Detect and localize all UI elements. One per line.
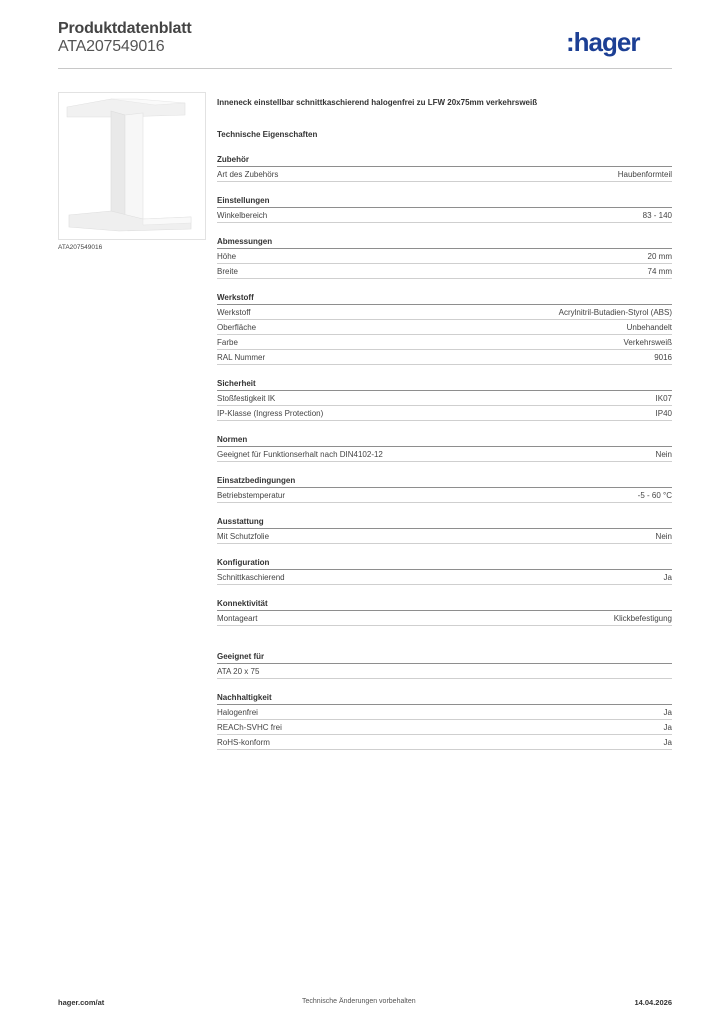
property-label: RoHS-konform (217, 738, 270, 747)
property-group (217, 692, 672, 750)
property-row (217, 489, 672, 503)
property-value: 74 mm (647, 267, 672, 276)
property-row (217, 407, 672, 421)
property-group (217, 154, 672, 182)
property-label: ATA 20 x 75 (217, 667, 260, 676)
property-value: Klickbefestigung (613, 614, 672, 623)
property-label: Farbe (217, 338, 238, 347)
property-group-title: Werkstoff (217, 292, 672, 305)
property-group (217, 292, 672, 365)
property-label: Winkelbereich (217, 211, 268, 220)
property-label: Geeignet für Funktionserhalt nach DIN4102-12 (217, 450, 383, 459)
property-row (217, 209, 672, 223)
product-details (217, 97, 672, 750)
property-group-title: Konnektivität (217, 598, 672, 611)
article-number: ATA207549016 (58, 38, 165, 55)
property-row (217, 448, 672, 462)
property-row (217, 168, 672, 182)
hager-logo (566, 26, 639, 58)
property-group (217, 475, 672, 503)
property-value: 83 - 140 (642, 211, 672, 220)
property-row (217, 265, 672, 279)
property-value: IK07 (655, 394, 672, 403)
property-group-title: Geeignet für (217, 651, 672, 664)
image-caption: ATA207549016 (58, 244, 103, 251)
property-value: Verkehrsweiß (623, 338, 672, 347)
footer-website: hager.com/at (58, 998, 105, 1007)
property-group (217, 651, 672, 679)
property-group (217, 236, 672, 279)
page-title: Produktdatenblatt (58, 20, 192, 37)
footer-notice: Technische Änderungen vorbehalten (302, 998, 416, 1005)
property-row (217, 665, 672, 679)
property-group-title: Normen (217, 434, 672, 447)
property-row (217, 321, 672, 335)
property-group-title: Abmessungen (217, 236, 672, 249)
property-group (217, 516, 672, 544)
property-group-title: Einstellungen (217, 195, 672, 208)
property-value: Haubenformteil (617, 170, 672, 179)
property-label: Werkstoff (217, 308, 251, 317)
property-value: Acrylnitril-Butadien-Styrol (ABS) (558, 308, 672, 317)
property-group (217, 195, 672, 223)
property-row (217, 706, 672, 720)
property-value: 9016 (654, 353, 672, 362)
property-row (217, 571, 672, 585)
property-group (217, 598, 672, 626)
property-row (217, 306, 672, 320)
property-row (217, 612, 672, 626)
property-value: Nein (655, 532, 672, 541)
property-row (217, 530, 672, 544)
footer-date: 14.04.2026 (634, 998, 672, 1007)
property-label: REACh-SVHC frei (217, 723, 282, 732)
property-label: Oberfläche (217, 323, 257, 332)
property-value: Ja (663, 738, 672, 747)
property-row (217, 721, 672, 735)
property-label: Montageart (217, 614, 258, 623)
property-value: 20 mm (647, 252, 672, 261)
property-label: RAL Nummer (217, 353, 266, 362)
property-label: Schnittkaschierend (217, 573, 285, 582)
property-row (217, 250, 672, 264)
property-row (217, 351, 672, 365)
property-value: Ja (663, 708, 672, 717)
property-value: Ja (663, 723, 672, 732)
property-group-title: Konfiguration (217, 557, 672, 570)
property-value: IP40 (655, 409, 672, 418)
property-label: Stoßfestigkeit IK (217, 394, 276, 403)
product-image (58, 92, 206, 240)
property-group-title: Ausstattung (217, 516, 672, 529)
property-label: Art des Zubehörs (217, 170, 279, 179)
property-group (217, 557, 672, 585)
property-value: -5 - 60 °C (637, 491, 672, 500)
property-group (217, 378, 672, 421)
product-description: Inneneck einstellbar schnittkaschierend halogenfrei zu LFW 20x75mm verkehrsweiß (217, 98, 538, 107)
property-row (217, 336, 672, 350)
property-group-title: Zubehör (217, 154, 672, 167)
logo-text: :hager (566, 27, 640, 57)
corner-fitting-illustration (59, 93, 205, 239)
property-group-title: Einsatzbedingungen (217, 475, 672, 488)
property-row (217, 736, 672, 750)
property-groups (217, 154, 672, 750)
property-group-title: Nachhaltigkeit (217, 692, 672, 705)
property-label: Mit Schutzfolie (217, 532, 270, 541)
property-group-title: Sicherheit (217, 378, 672, 391)
property-value: Unbehandelt (626, 323, 672, 332)
property-value: Ja (663, 573, 672, 582)
property-group (217, 434, 672, 462)
property-label: Breite (217, 267, 238, 276)
section-heading-technical-properties: Technische Eigenschaften (217, 130, 318, 139)
header-divider (58, 68, 672, 69)
property-row (217, 392, 672, 406)
property-label: Halogenfrei (217, 708, 258, 717)
property-label: Betriebstemperatur (217, 491, 286, 500)
property-label: Höhe (217, 252, 237, 261)
property-label: IP-Klasse (Ingress Protection) (217, 409, 324, 418)
property-value: Nein (655, 450, 672, 459)
